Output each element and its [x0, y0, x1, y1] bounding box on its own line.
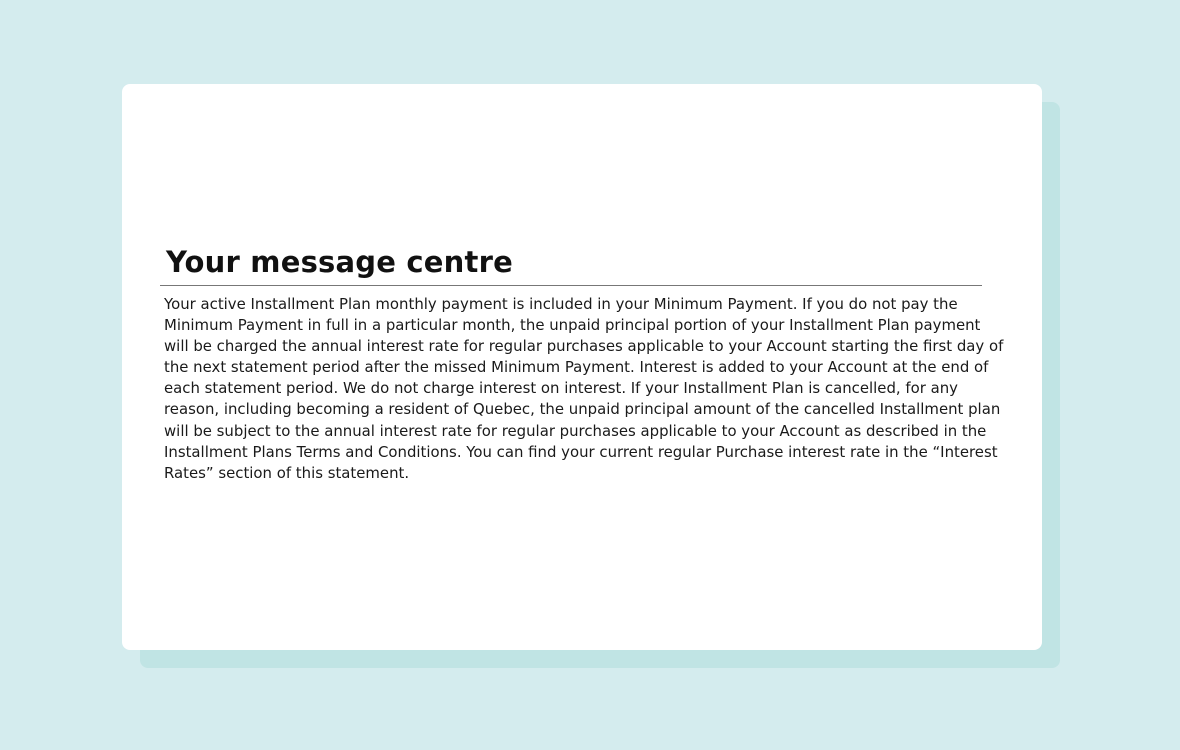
message-card: [122, 84, 1042, 650]
message-centre-title: Your message centre: [166, 245, 513, 279]
message-body: Your active Installment Plan monthly payment is included in your Minimum Payment. If you do not pay the Minimum Payment in full in a particular month, the unpaid principal portion of your Installment Plan payment will be charged the annual interest rate for regular purchases applicable to your Account starting the first day of the next statement period after the missed Minimum Payment. Interest is added to your Account at the end of each statement period. We do not charge interest on interest. If your Installment Plan is cancelled, for any reason, including becoming a resident of Quebec, the unpaid principal amount of the cancelled Installment plan will be subject to the annual interest rate for regular purchases applicable to your Account as described in the Installment Plans Terms and Conditions. You can find your current regular Purchase interest rate in the “Interest Rates” section of this statement.: [164, 295, 1004, 482]
title-divider: [160, 285, 982, 286]
